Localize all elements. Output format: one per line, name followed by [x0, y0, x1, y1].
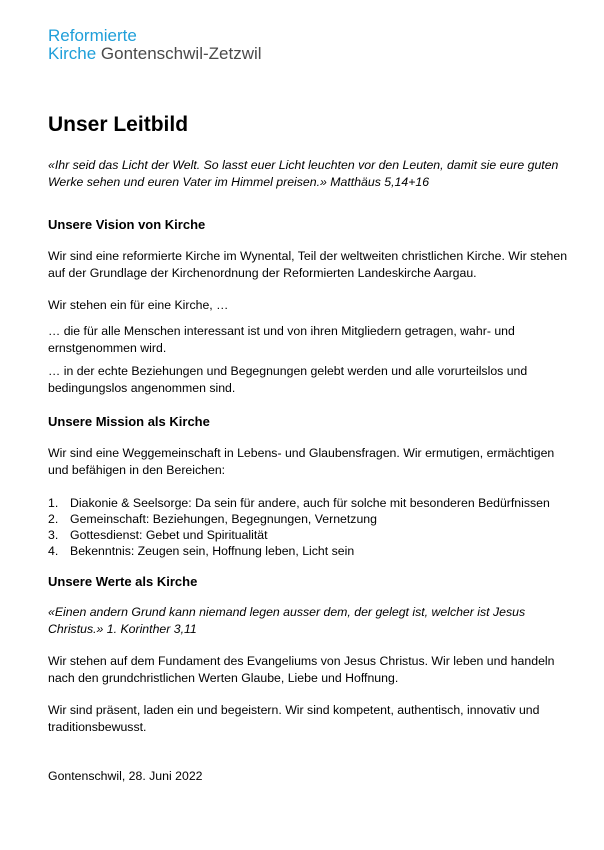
- vision-paragraph-3: … die für alle Menschen interessant ist und von ihren Mitgliedern getragen, wahr- und ernstgenommen wird.: [48, 324, 515, 355]
- list-item: 3. Gottesdienst: Gebet und Spiritualität: [48, 528, 268, 542]
- logo-line-1: Reformierte: [48, 26, 137, 45]
- vision-paragraph-1: Wir sind eine reformierte Kirche im Wynental, Teil der weltweiten christlichen Kirche. Wir stehen auf der Grundlage der Kirchenordnung der Reformierten Landeskirche Aargau.: [48, 249, 568, 280]
- page-title: Unser Leitbild: [48, 113, 189, 136]
- mission-paragraph-1: Wir sind eine Weggemeinschaft in Lebens- und Glaubensfragen. Wir ermutigen, ermächtigen und befähigen in den Bereichen:: [48, 446, 555, 477]
- mission-list: [48, 495, 568, 559]
- vision-paragraph-2: Wir stehen ein für eine Kirche, …: [48, 298, 229, 312]
- church-logo: [48, 27, 262, 63]
- footer-date: Gontenschwil, 28. Juni 2022: [48, 769, 203, 783]
- values-heading: Unsere Werte als Kirche: [48, 574, 198, 589]
- logo-rest: Gontenschwil-Zetzwil: [100, 44, 262, 63]
- intro-quote: «Ihr seid das Licht der Welt. So lasst euer Licht leuchten vor den Leuten, damit sie eure guten Werke sehen und euren Vater im Himmel preisen.» Matthäus 5,14+16: [48, 158, 559, 189]
- list-item: 2. Gemeinschaft: Beziehungen, Begegnungen, Vernetzung: [48, 512, 377, 526]
- mission-heading: Unsere Mission als Kirche: [48, 414, 210, 429]
- list-item: 1. Diakonie & Seelsorge: Da sein für andere, auch für solche mit besonderen Bedürfnissen: [48, 496, 550, 510]
- vision-heading: Unsere Vision von Kirche: [48, 217, 206, 232]
- values-paragraph-1: Wir stehen auf dem Fundament des Evangeliums von Jesus Christus. Wir leben und handeln nach den grundchristlichen Werten Glaube, Liebe und Hoffnung.: [48, 654, 555, 685]
- values-quote: «Einen andern Grund kann niemand legen ausser dem, der gelegt ist, welcher ist Jesus Christus.» 1. Korinther 3,11: [48, 605, 526, 636]
- logo-line-2: [48, 45, 262, 63]
- list-item: 4. Bekenntnis: Zeugen sein, Hoffnung leben, Licht sein: [48, 544, 355, 558]
- document-body: [48, 112, 568, 785]
- vision-paragraph-4: … in der echte Beziehungen und Begegnungen gelebt werden und alle vorurteilslos und bedingungslos angenommen sind.: [48, 364, 528, 395]
- logo-accent: Kirche: [48, 44, 97, 63]
- values-paragraph-2: Wir sind präsent, laden ein und begeistern. Wir sind kompetent, authentisch, innovativ und traditionsbewusst.: [48, 703, 540, 734]
